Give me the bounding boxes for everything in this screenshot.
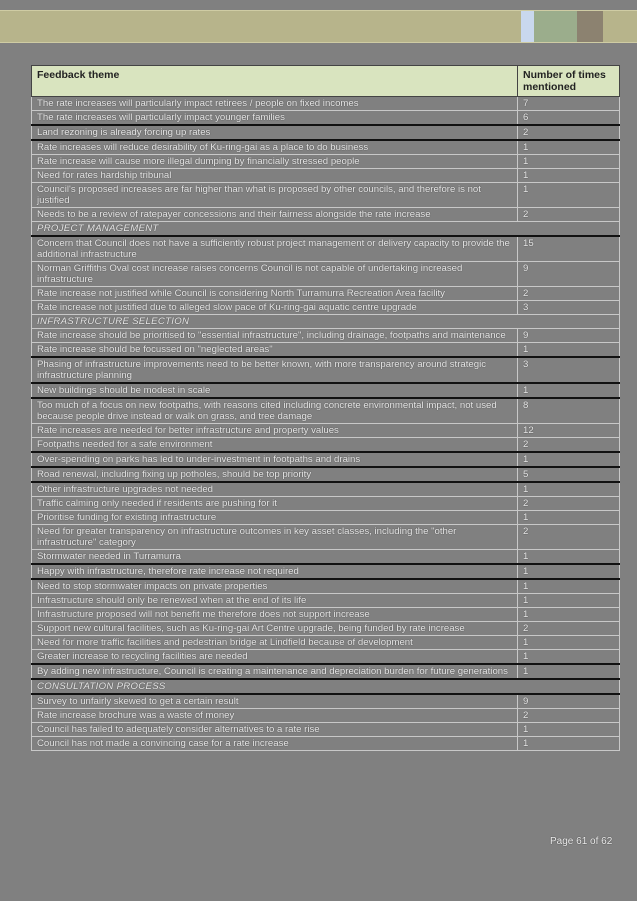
feedback-theme-cell: Other infrastructure upgrades not needed xyxy=(32,482,518,497)
mention-count-cell: 1 xyxy=(518,169,620,183)
mention-count-cell: 2 xyxy=(518,709,620,723)
feedback-theme-cell: Rate increase not justified due to alleged slow pace of Ku-ring-gai aquatic centre upgrade xyxy=(32,301,518,315)
mention-count-cell: 1 xyxy=(518,383,620,398)
feedback-theme-cell: Council has not made a convincing case for a rate increase xyxy=(32,737,518,751)
table-row xyxy=(32,424,620,438)
table-row xyxy=(32,664,620,679)
mention-count-cell: 2 xyxy=(518,208,620,222)
feedback-theme-cell: Rate increases are needed for better infrastructure and property values xyxy=(32,424,518,438)
table-row xyxy=(32,608,620,622)
mention-count-cell: 2 xyxy=(518,497,620,511)
table-row xyxy=(32,694,620,709)
feedback-theme-cell: Rate increase should be prioritised to "essential infrastructure", including drainage, footpaths and maintenance xyxy=(32,329,518,343)
feedback-theme-cell: Too much of a focus on new footpaths, with reasons cited including concrete environmental impact, not used because people drive instead or walk on grass, and tree damage xyxy=(32,398,518,424)
feedback-theme-cell: Road renewal, including fixing up potholes, should be top priority xyxy=(32,467,518,482)
feedback-theme-cell: Footpaths needed for a safe environment xyxy=(32,438,518,453)
table-row xyxy=(32,343,620,358)
table-row xyxy=(32,357,620,383)
table-row xyxy=(32,737,620,751)
feedback-theme-cell: Rate increase should be focussed on "neglected areas" xyxy=(32,343,518,358)
table-row xyxy=(32,125,620,140)
feedback-theme-cell: Infrastructure should only be renewed when at the end of its life xyxy=(32,594,518,608)
table-row xyxy=(32,467,620,482)
table-row xyxy=(32,579,620,594)
table-row xyxy=(32,482,620,497)
feedback-themes-table xyxy=(31,65,620,751)
feedback-theme-cell: Need for greater transparency on infrastructure outcomes in key asset classes, including the "other infrastructure" category xyxy=(32,525,518,550)
mention-count-cell: 2 xyxy=(518,525,620,550)
table-row xyxy=(32,650,620,665)
table-row xyxy=(32,452,620,467)
feedback-theme-cell: Need to stop stormwater impacts on private properties xyxy=(32,579,518,594)
mention-count-cell: 2 xyxy=(518,438,620,453)
table-row xyxy=(32,398,620,424)
table-row xyxy=(32,262,620,287)
mention-count-cell: 1 xyxy=(518,594,620,608)
table-row xyxy=(32,564,620,579)
mention-count-cell: 2 xyxy=(518,287,620,301)
feedback-theme-cell: Stormwater needed in Turramurra xyxy=(32,550,518,565)
feedback-theme-cell: Infrastructure proposed will not benefit me therefore does not support increase xyxy=(32,608,518,622)
table-header-row xyxy=(32,66,620,97)
section-title: PROJECT MANAGEMENT xyxy=(32,222,620,237)
feedback-theme-cell: Needs to be a review of ratepayer concessions and their fairness alongside the rate increase xyxy=(32,208,518,222)
section-header-row xyxy=(32,679,620,694)
mention-count-cell: 8 xyxy=(518,398,620,424)
mention-count-cell: 1 xyxy=(518,664,620,679)
feedback-theme-cell: Over-spending on parks has led to under-investment in footpaths and drains xyxy=(32,452,518,467)
feedback-theme-cell: The rate increases will particularly impact retirees / people on fixed incomes xyxy=(32,97,518,111)
feedback-theme-cell: New buildings should be modest in scale xyxy=(32,383,518,398)
feedback-theme-cell: Support new cultural facilities, such as Ku-ring-gai Art Centre upgrade, being funded by rate increase xyxy=(32,622,518,636)
mention-count-cell: 2 xyxy=(518,622,620,636)
table-row xyxy=(32,709,620,723)
section-title: INFRASTRUCTURE SELECTION xyxy=(32,315,620,329)
feedback-theme-cell: Rate increase brochure was a waste of money xyxy=(32,709,518,723)
mention-count-cell: 1 xyxy=(518,723,620,737)
mention-count-cell: 1 xyxy=(518,482,620,497)
table-row xyxy=(32,140,620,155)
header-color-swatch xyxy=(534,11,577,42)
column-header-count: Number of times mentioned xyxy=(518,66,620,97)
page-number: Page 61 of 62 xyxy=(550,836,613,847)
table-row xyxy=(32,287,620,301)
mention-count-cell: 1 xyxy=(518,183,620,208)
feedback-theme-cell: Survey to unfairly skewed to get a certain result xyxy=(32,694,518,709)
section-header-row xyxy=(32,315,620,329)
feedback-theme-cell: Rate increase will cause more illegal dumping by financially stressed people xyxy=(32,155,518,169)
table-row xyxy=(32,383,620,398)
feedback-theme-cell: By adding new infrastructure, Council is creating a maintenance and depreciation burden for future generations xyxy=(32,664,518,679)
table-row xyxy=(32,636,620,650)
mention-count-cell: 2 xyxy=(518,125,620,140)
table-row xyxy=(32,169,620,183)
feedback-theme-cell: The rate increases will particularly impact younger families xyxy=(32,111,518,126)
mention-count-cell: 1 xyxy=(518,550,620,565)
feedback-theme-cell: Traffic calming only needed if residents are pushing for it xyxy=(32,497,518,511)
feedback-theme-cell: Concern that Council does not have a sufficiently robust project management or delivery capacity to provide the additional infrastructure xyxy=(32,236,518,262)
table-row xyxy=(32,111,620,126)
table-row xyxy=(32,622,620,636)
mention-count-cell: 1 xyxy=(518,155,620,169)
mention-count-cell: 1 xyxy=(518,608,620,622)
feedback-theme-cell: Need for more traffic facilities and pedestrian bridge at Lindfield because of development xyxy=(32,636,518,650)
mention-count-cell: 3 xyxy=(518,357,620,383)
feedback-theme-cell: Need for rates hardship tribunal xyxy=(32,169,518,183)
table-row xyxy=(32,525,620,550)
table-row xyxy=(32,301,620,315)
table-row xyxy=(32,329,620,343)
mention-count-cell: 1 xyxy=(518,452,620,467)
mention-count-cell: 1 xyxy=(518,650,620,665)
feedback-theme-cell: Rate increases will reduce desirability of Ku-ring-gai as a place to do business xyxy=(32,140,518,155)
mention-count-cell: 9 xyxy=(518,329,620,343)
table-row xyxy=(32,594,620,608)
header-color-swatch xyxy=(577,11,603,42)
mention-count-cell: 9 xyxy=(518,694,620,709)
mention-count-cell: 1 xyxy=(518,564,620,579)
mention-count-cell: 1 xyxy=(518,636,620,650)
mention-count-cell: 15 xyxy=(518,236,620,262)
mention-count-cell: 5 xyxy=(518,467,620,482)
table-row xyxy=(32,183,620,208)
section-header-row xyxy=(32,222,620,237)
mention-count-cell: 1 xyxy=(518,140,620,155)
feedback-theme-cell: Council has failed to adequately consider alternatives to a rate rise xyxy=(32,723,518,737)
feedback-theme-cell: Land rezoning is already forcing up rates xyxy=(32,125,518,140)
feedback-theme-cell: Council's proposed increases are far higher than what is proposed by other councils, and therefore is not justified xyxy=(32,183,518,208)
mention-count-cell: 12 xyxy=(518,424,620,438)
table-row xyxy=(32,723,620,737)
table-row xyxy=(32,438,620,453)
feedback-theme-cell: Norman Griffiths Oval cost increase raises concerns Council is not capable of undertaking increased infrastructure xyxy=(32,262,518,287)
table-row xyxy=(32,155,620,169)
mention-count-cell: 3 xyxy=(518,301,620,315)
mention-count-cell: 1 xyxy=(518,579,620,594)
mention-count-cell: 1 xyxy=(518,511,620,525)
table-row xyxy=(32,497,620,511)
feedback-theme-cell: Prioritise funding for existing infrastructure xyxy=(32,511,518,525)
column-header-feedback-theme: Feedback theme xyxy=(32,66,518,97)
mention-count-cell: 6 xyxy=(518,111,620,126)
table-body xyxy=(32,97,620,751)
table-row xyxy=(32,236,620,262)
feedback-theme-cell: Phasing of infrastructure improvements need to be better known, with more transparency around strategic infrastructure planning xyxy=(32,357,518,383)
header-color-swatch xyxy=(521,11,534,42)
feedback-theme-cell: Rate increase not justified while Council is considering North Turramurra Recreation Area facility xyxy=(32,287,518,301)
document-header-band xyxy=(0,10,637,43)
mention-count-cell: 9 xyxy=(518,262,620,287)
feedback-theme-cell: Greater increase to recycling facilities are needed xyxy=(32,650,518,665)
mention-count-cell: 1 xyxy=(518,737,620,751)
mention-count-cell: 1 xyxy=(518,343,620,358)
table-row xyxy=(32,97,620,111)
table-row xyxy=(32,208,620,222)
section-title: CONSULTATION PROCESS xyxy=(32,679,620,694)
table-row xyxy=(32,550,620,565)
mention-count-cell: 7 xyxy=(518,97,620,111)
feedback-theme-cell: Happy with infrastructure, therefore rate increase not required xyxy=(32,564,518,579)
table-row xyxy=(32,511,620,525)
